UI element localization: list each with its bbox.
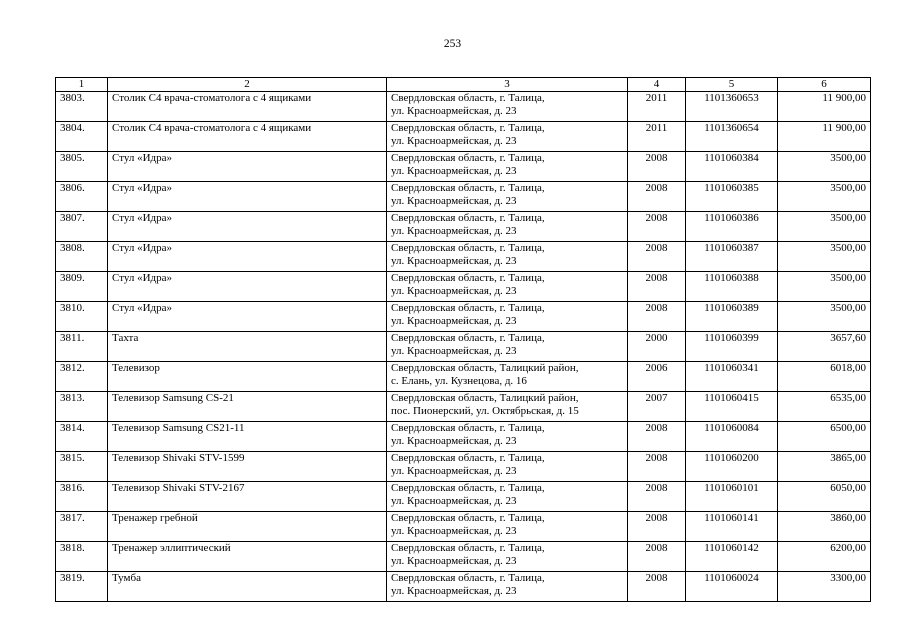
address-line-1: Свердловская область, г. Талица, <box>391 482 545 494</box>
item-year: 2011 <box>628 122 686 152</box>
address-line-1: Свердловская область, г. Талица, <box>391 452 545 464</box>
inventory-number: 1101060385 <box>686 182 778 212</box>
item-year: 2008 <box>628 422 686 452</box>
inventory-number: 1101360653 <box>686 92 778 122</box>
item-year: 2006 <box>628 362 686 392</box>
item-name: Столик С4 врача-стоматолога с 4 ящиками <box>108 92 387 122</box>
table-row <box>56 332 871 362</box>
item-cost: 3500,00 <box>778 212 871 242</box>
item-name: Тренажер эллиптический <box>108 542 387 572</box>
item-address <box>387 482 628 512</box>
inventory-number: 1101360654 <box>686 122 778 152</box>
item-address <box>387 452 628 482</box>
item-cost: 3500,00 <box>778 272 871 302</box>
address-line-1: Свердловская область, г. Талица, <box>391 92 545 104</box>
address-line-2: пос. Пионерский, ул. Октябрьская, д. 15 <box>391 405 579 417</box>
table-row <box>56 212 871 242</box>
row-number: 3811. <box>56 332 108 362</box>
item-address <box>387 302 628 332</box>
row-number: 3813. <box>56 392 108 422</box>
table-row <box>56 452 871 482</box>
item-cost: 3500,00 <box>778 152 871 182</box>
address-line-2: ул. Красноармейская, д. 23 <box>391 345 517 357</box>
header-cell: 6 <box>778 78 871 92</box>
address-line-2: ул. Красноармейская, д. 23 <box>391 225 517 237</box>
item-address <box>387 272 628 302</box>
item-year: 2008 <box>628 572 686 602</box>
inventory-number: 1101060084 <box>686 422 778 452</box>
table-row <box>56 242 871 272</box>
address-line-1: Свердловская область, Талицкий район, <box>391 392 579 404</box>
table-row <box>56 302 871 332</box>
row-number: 3814. <box>56 422 108 452</box>
address-line-2: ул. Красноармейская, д. 23 <box>391 165 517 177</box>
inventory-number: 1101060200 <box>686 452 778 482</box>
row-number: 3810. <box>56 302 108 332</box>
address-line-1: Свердловская область, г. Талица, <box>391 542 545 554</box>
row-number: 3803. <box>56 92 108 122</box>
item-address <box>387 512 628 542</box>
inventory-number: 1101060101 <box>686 482 778 512</box>
address-line-2: ул. Красноармейская, д. 23 <box>391 495 517 507</box>
address-line-1: Свердловская область, Талицкий район, <box>391 362 579 374</box>
item-cost: 3500,00 <box>778 302 871 332</box>
item-year: 2008 <box>628 512 686 542</box>
item-year: 2008 <box>628 152 686 182</box>
item-name: Стул «Идра» <box>108 182 387 212</box>
item-address <box>387 212 628 242</box>
item-name: Тренажер гребной <box>108 512 387 542</box>
item-cost: 6050,00 <box>778 482 871 512</box>
item-address <box>387 122 628 152</box>
table-row <box>56 392 871 422</box>
address-line-2: ул. Красноармейская, д. 23 <box>391 195 517 207</box>
item-cost: 11 900,00 <box>778 92 871 122</box>
header-cell: 3 <box>387 78 628 92</box>
address-line-2: ул. Красноармейская, д. 23 <box>391 105 517 117</box>
table-row <box>56 182 871 212</box>
address-line-2: ул. Красноармейская, д. 23 <box>391 285 517 297</box>
inventory-number: 1101060415 <box>686 392 778 422</box>
address-line-1: Свердловская область, г. Талица, <box>391 152 545 164</box>
table-row <box>56 512 871 542</box>
item-cost: 3500,00 <box>778 182 871 212</box>
item-cost: 3865,00 <box>778 452 871 482</box>
table-row <box>56 482 871 512</box>
row-number: 3807. <box>56 212 108 242</box>
inventory-number: 1101060386 <box>686 212 778 242</box>
address-line-1: Свердловская область, г. Талица, <box>391 212 545 224</box>
address-line-1: Свердловская область, г. Талица, <box>391 242 545 254</box>
item-year: 2007 <box>628 392 686 422</box>
item-address <box>387 332 628 362</box>
item-name: Тумба <box>108 572 387 602</box>
item-year: 2008 <box>628 182 686 212</box>
header-cell: 5 <box>686 78 778 92</box>
row-number: 3819. <box>56 572 108 602</box>
item-cost: 11 900,00 <box>778 122 871 152</box>
item-name: Тахта <box>108 332 387 362</box>
item-cost: 6535,00 <box>778 392 871 422</box>
address-line-2: ул. Красноармейская, д. 23 <box>391 585 517 597</box>
address-line-1: Свердловская область, г. Талица, <box>391 422 545 434</box>
address-line-2: ул. Красноармейская, д. 23 <box>391 555 517 567</box>
inventory-number: 1101060024 <box>686 572 778 602</box>
item-cost: 3500,00 <box>778 242 871 272</box>
inventory-number: 1101060388 <box>686 272 778 302</box>
page-number: 253 <box>443 38 462 50</box>
inventory-number: 1101060389 <box>686 302 778 332</box>
item-address <box>387 152 628 182</box>
row-number: 3806. <box>56 182 108 212</box>
table-row <box>56 542 871 572</box>
address-line-1: Свердловская область, г. Талица, <box>391 302 545 314</box>
item-address <box>387 362 628 392</box>
inventory-number: 1101060341 <box>686 362 778 392</box>
item-name: Телевизор Shivaki STV-1599 <box>108 452 387 482</box>
item-year: 2008 <box>628 272 686 302</box>
item-year: 2008 <box>628 242 686 272</box>
address-line-1: Свердловская область, г. Талица, <box>391 272 545 284</box>
inventory-number: 1101060142 <box>686 542 778 572</box>
item-name: Стул «Идра» <box>108 152 387 182</box>
inventory-number: 1101060387 <box>686 242 778 272</box>
property-table <box>55 77 871 602</box>
item-cost: 6018,00 <box>778 362 871 392</box>
item-name: Телевизор Shivaki STV-2167 <box>108 482 387 512</box>
address-line-1: Свердловская область, г. Талица, <box>391 182 545 194</box>
item-cost: 3860,00 <box>778 512 871 542</box>
row-number: 3808. <box>56 242 108 272</box>
item-year: 2008 <box>628 212 686 242</box>
address-line-2: ул. Красноармейская, д. 23 <box>391 465 517 477</box>
item-cost: 3300,00 <box>778 572 871 602</box>
inventory-number: 1101060141 <box>686 512 778 542</box>
table-row <box>56 92 871 122</box>
item-name: Стул «Идра» <box>108 272 387 302</box>
address-line-2: ул. Красноармейская, д. 23 <box>391 315 517 327</box>
item-year: 2008 <box>628 482 686 512</box>
table-header-row <box>56 78 871 92</box>
item-year: 2008 <box>628 302 686 332</box>
item-address <box>387 92 628 122</box>
row-number: 3812. <box>56 362 108 392</box>
address-line-2: ул. Красноармейская, д. 23 <box>391 255 517 267</box>
item-year: 2008 <box>628 452 686 482</box>
item-name: Телевизор Samsung CS21-11 <box>108 422 387 452</box>
item-name: Стул «Идра» <box>108 302 387 332</box>
item-address <box>387 542 628 572</box>
table-row <box>56 122 871 152</box>
row-number: 3815. <box>56 452 108 482</box>
item-address <box>387 242 628 272</box>
item-name: Телевизор <box>108 362 387 392</box>
header-cell: 1 <box>56 78 108 92</box>
item-address <box>387 182 628 212</box>
table-row <box>56 572 871 602</box>
item-cost: 6200,00 <box>778 542 871 572</box>
row-number: 3804. <box>56 122 108 152</box>
item-address <box>387 422 628 452</box>
item-cost: 3657,60 <box>778 332 871 362</box>
table-row <box>56 362 871 392</box>
header-cell: 4 <box>628 78 686 92</box>
item-year: 2008 <box>628 542 686 572</box>
item-year: 2000 <box>628 332 686 362</box>
table-row <box>56 422 871 452</box>
address-line-1: Свердловская область, г. Талица, <box>391 512 545 524</box>
inventory-number: 1101060384 <box>686 152 778 182</box>
row-number: 3818. <box>56 542 108 572</box>
address-line-1: Свердловская область, г. Талица, <box>391 332 545 344</box>
row-number: 3816. <box>56 482 108 512</box>
table-row <box>56 152 871 182</box>
inventory-number: 1101060399 <box>686 332 778 362</box>
item-name: Столик С4 врача-стоматолога с 4 ящиками <box>108 122 387 152</box>
item-address <box>387 572 628 602</box>
address-line-2: ул. Красноармейская, д. 23 <box>391 435 517 447</box>
row-number: 3817. <box>56 512 108 542</box>
table-row <box>56 272 871 302</box>
row-number: 3809. <box>56 272 108 302</box>
address-line-2: ул. Красноармейская, д. 23 <box>391 135 517 147</box>
item-name: Стул «Идра» <box>108 242 387 272</box>
address-line-2: с. Елань, ул. Кузнецова, д. 16 <box>391 375 527 387</box>
header-cell: 2 <box>108 78 387 92</box>
item-name: Стул «Идра» <box>108 212 387 242</box>
address-line-2: ул. Красноармейская, д. 23 <box>391 525 517 537</box>
row-number: 3805. <box>56 152 108 182</box>
item-name: Телевизор Samsung CS-21 <box>108 392 387 422</box>
item-address <box>387 392 628 422</box>
address-line-1: Свердловская область, г. Талица, <box>391 122 545 134</box>
item-year: 2011 <box>628 92 686 122</box>
item-cost: 6500,00 <box>778 422 871 452</box>
address-line-1: Свердловская область, г. Талица, <box>391 572 545 584</box>
